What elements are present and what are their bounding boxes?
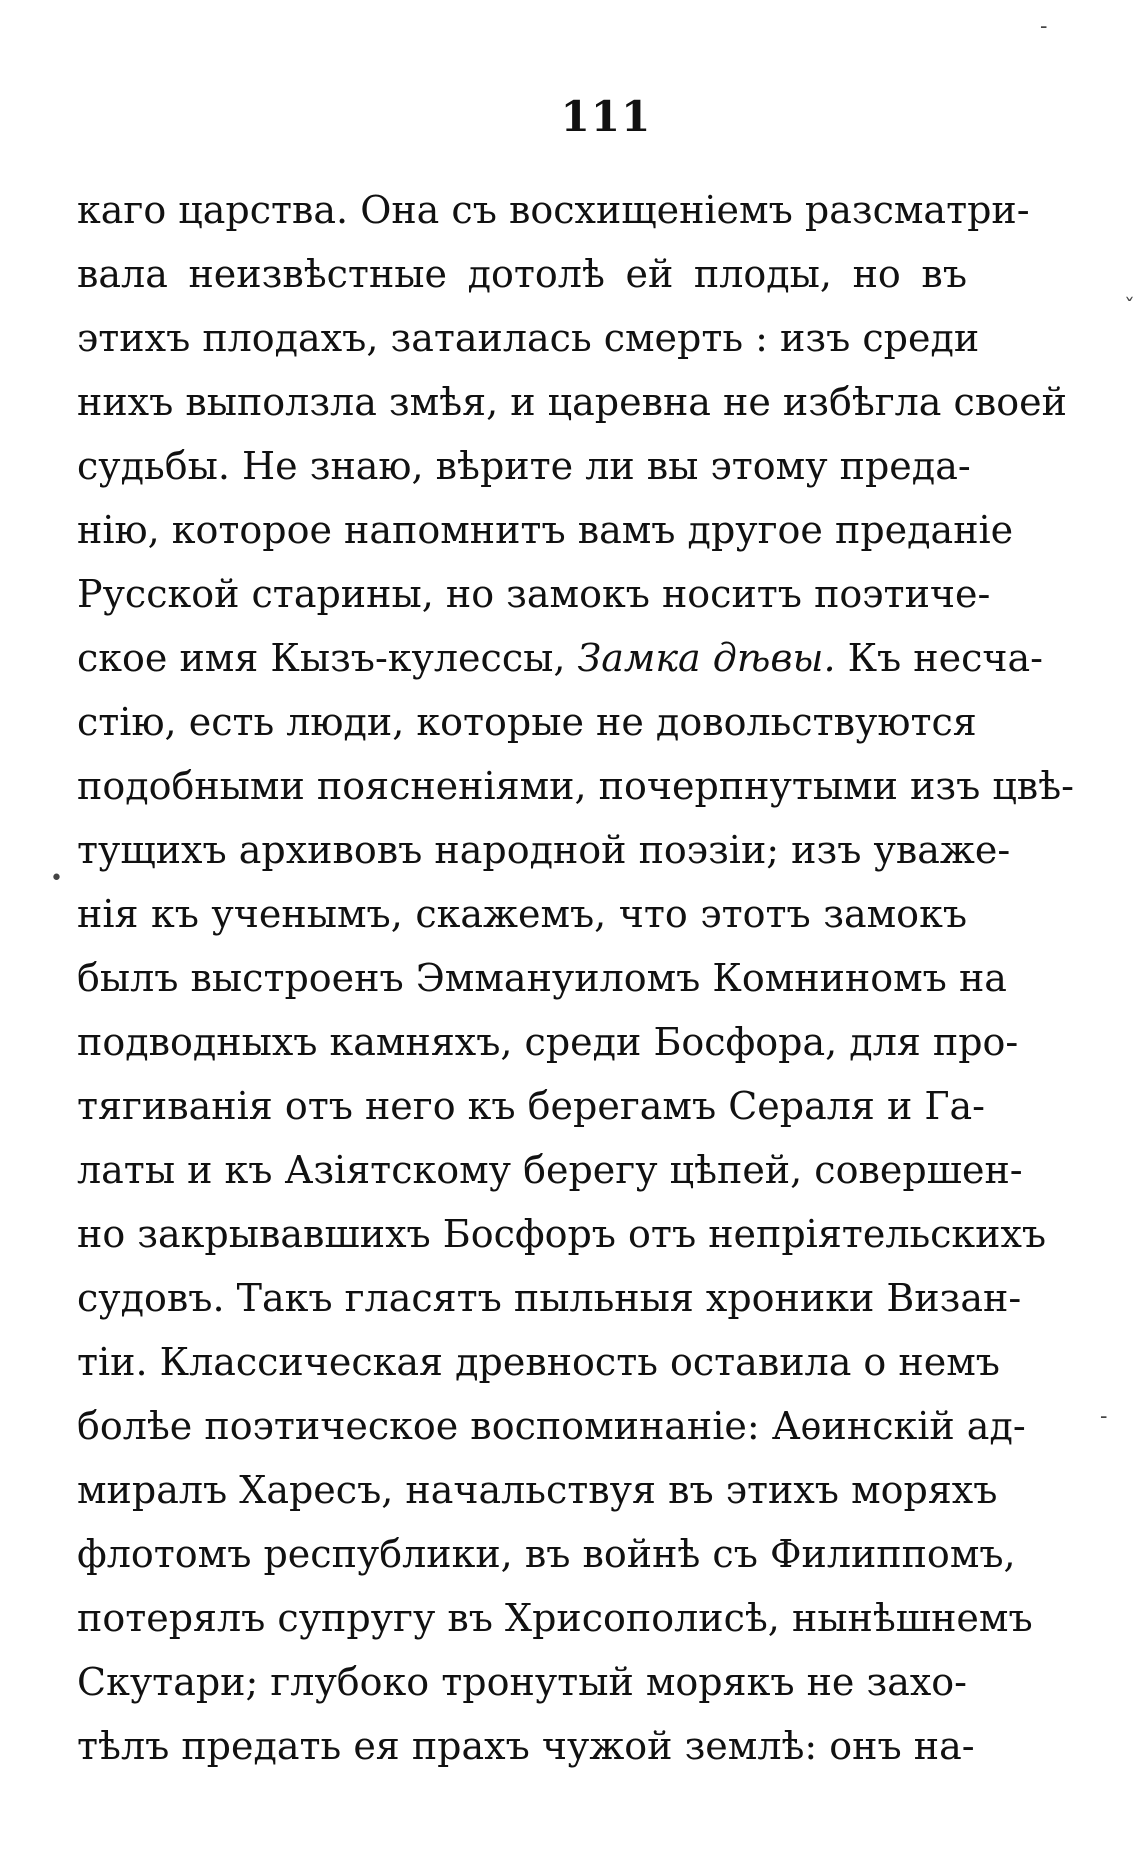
text-line-15: тягиванія отъ него къ берегамъ Сераля и Га- [77,1084,986,1128]
text-line-24: Скутари; глубоко тронутый морякъ не захо- [77,1660,968,1704]
text-line-21: миралъ Харесъ, начальствуя въ этихъ моряхъ [77,1468,998,1512]
text-line-7: Русской старины, но замокъ носитъ поэтиче- [77,572,991,616]
text-line-20: болѣе поэтическое воспоминаніе: Аѳинскій ад- [77,1404,1026,1448]
text-line-4: нихъ выползла змѣя, и царевна не избѣгла своей [77,380,1067,424]
scan-speck: - [1100,1404,1108,1429]
text-line-8-italic: Замка дѣвы. [577,636,836,680]
body-text [77,178,1074,1778]
scan-speck: ˇ [1124,296,1135,321]
text-line-10: подобными поясненіями, почерпнутыми изъ цвѣ- [77,764,1074,808]
text-line-6: нію, которое напомнитъ вамъ другое преданіе [77,508,1014,552]
scan-speck: • [50,866,63,891]
text-line-19: тіи. Классическая древность оставила о немъ [77,1340,1000,1384]
text-line-1: каго царства. Она съ восхищеніемъ разсматри- [77,188,1030,232]
text-line-23: потерялъ супругу въ Хрисополисѣ, нынѣшнемъ [77,1596,1033,1640]
text-line-18: судовъ. Такъ гласятъ пыльныя хроники Визан- [77,1276,1022,1320]
text-line-16: латы и къ Азіятскому берегу цѣпей, совершен- [77,1148,1023,1192]
text-line-9: стію, есть люди, которые не довольствуются [77,700,977,744]
text-line-25: тѣлъ предать ея прахъ чужой землѣ: онъ на- [77,1724,975,1768]
text-line-3: этихъ плодахъ, затаилась смерть : изъ среди [77,316,980,360]
text-line-8 [77,626,1044,690]
text-line-12: нія къ ученымъ, скажемъ, что этотъ замокъ [77,892,967,936]
scan-speck: - [1040,14,1048,39]
text-line-8-end: Къ несча- [835,636,1044,680]
text-line-14: подводныхъ камняхъ, среди Босфора, для про- [77,1020,1019,1064]
text-line-8-start: ское имя Кызъ-кулессы, [77,636,578,680]
text-line-5: судьбы. Не знаю, вѣрите ли вы этому преда- [77,444,971,488]
text-line-2: вала неизвѣстные дотолѣ ей плоды, но въ [77,252,967,296]
text-line-22: флотомъ республики, въ войнѣ съ Филиппомъ, [77,1532,1016,1576]
text-line-17: но закрывавшихъ Босфоръ отъ непріятельскихъ [77,1212,1047,1256]
text-line-13: былъ выстроенъ Эммануиломъ Комниномъ на [77,956,1007,1000]
page-number: 111 [560,92,652,141]
text-line-11: тущихъ архивовъ народной поэзіи; изъ уваже- [77,828,1011,872]
